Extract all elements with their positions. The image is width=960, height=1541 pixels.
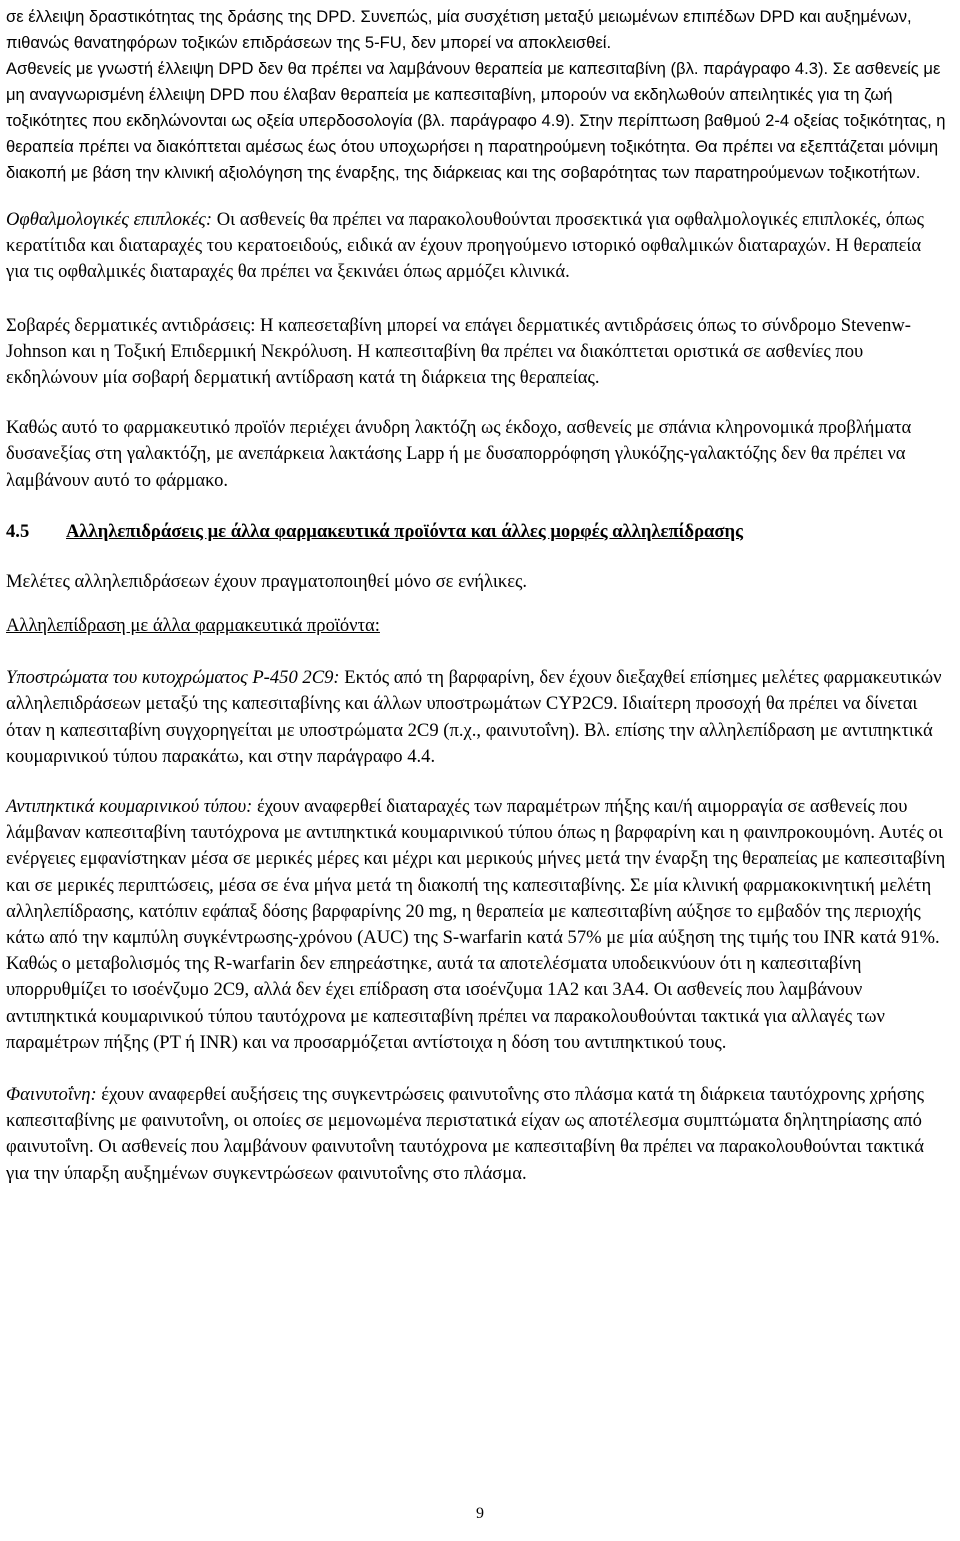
section-title: Αλληλεπιδράσεις με άλλα φαρμακευτικά προϊόντα και άλλες μορφές αλληλεπίδρασης — [66, 520, 743, 542]
section-number: 4.5 — [6, 520, 30, 542]
page-number: 9 — [476, 1505, 484, 1522]
lactose-paragraph: Καθώς αυτό το φαρμακευτικό προϊόν περιέχει άνυδρη λακτόζη ως έκδοχο, ασθενείς με σπάνια κληρονομικά προβλήματα δυσανεξίας στη γαλακτόζη, με ανεπάρκεια λακτάσης Lapp ή με δυσαπορρόφηση γλυκόζης-γαλακτόζης δεν θα πρέπει να λαμβάνουν αυτό το φάρμακο. — [6, 417, 912, 491]
phenytoin-text: έχουν αναφερθεί αυξήσεις της συγκεντρώσεις φαινυτοΐνης στο πλάσμα κατά τη διάρκεια ταυτόχρονης χρήσης καπεσιταβίνης με φαινυτοΐνη, οι οποίες σε μεμονωμένα περιστατικά είχαν ως αποτέλεσμα συμπτώματα δηλητηρίασης από φαινυτοΐνη. Οι ασθενείς που λαμβάνουν φαινυτοΐνη ταυτόχρονα με καπεσιταβίνη θα πρέπει να παρακολουθούνται τακτικά για την ύπαρξη αυξημένων συγκεντρώσεων φαινυτοΐνης στο πλάσμα. — [6, 1084, 925, 1184]
document-page — [6, 4, 946, 1187]
ophthalmic-complications-paragraph — [6, 207, 946, 286]
cyp2c9-paragraph — [6, 665, 946, 770]
coumarin-paragraph — [6, 794, 946, 1056]
section-heading — [6, 519, 946, 545]
cyp2c9-text: Εκτός από τη βαρφαρίνη, δεν έχουν διεξαχθεί επίσημες μελέτες φαρμακευτικών αλληλεπιδράσεων μεταξύ της καπεσιταβίνης και άλλων υποστρωμάτων CYP2C9. Ιδιαίτερη προσοχή θα πρέπει να δίνεται όταν η καπεσιταβίνη συγχορηγείται με υποστρώματα 2C9 (π.χ., φαινυτοΐνη). Βλ. επίσης την αλληλεπίδραση με αντιπηκτικά κουμαρινικού τύπου παρακάτω, και στην παράγραφο 4.4. — [6, 667, 942, 767]
skin-reactions-paragraph: Σοβαρές δερματικές αντιδράσεις: Η καπεσεταβίνη μπορεί να επάγει δερματικές αντιδράσεις όπως το σύνδρομο Stevenw-Johnson και η Τοξική Επιδερμική Νεκρόλυση. Η καπεσιταβίνη θα πρέπει να διακόπτεται οριστικά σε ασθενίες που εκδηλώνουν μία σοβαρή δερματική αντίδραση κατά τη διάρκεια της θεραπείας. — [6, 314, 911, 389]
continued-paragraph: σε έλλειψη δραστικότητας της δράσης της DPD. Συνεπώς, μία συσχέτιση μεταξύ μειωμένων επιπέδων DPD και αυξημένων, πιθανώς θανατηφόρων τοξικών επιδράσεων της 5-FU, δεν μπορεί να αποκλεισθεί. — [6, 7, 912, 52]
ophthalmic-text: Οι ασθενείς θα πρέπει να παρακολουθούνται προσεκτικά για οφθαλμολογικές επιπλοκές, όπως κερατίτιδα και διαταραχές του κερατοειδούς, ειδικά αν έχουν προηγούμενο ιστορικό οφθαλμικών διαταραχών. Η θεραπεία για τις οφθαλμικές διαταραχές θα πρέπει να ξεκινάει όπως αρμόζει κλινικά. — [6, 209, 925, 283]
interactions-subheading-text: Αλληλεπίδραση με άλλα φαρμακευτικά προϊόντα: — [6, 615, 380, 637]
dpd-deficiency-paragraph: Ασθενείς με γνωστή έλλειψη DPD δεν θα πρέπει να λαμβάνουν θεραπεία με καπεσιταβίνη (βλ. παράγραφο 4.3). Σε ασθενείς με μη αναγνωρισμένη έλλειψη DPD που έλαβαν θεραπεία με καπεσιταβίνη, μπορούν να εκδηλωθούν απειλητικές για τη ζωή τοξικότητες που εκδηλώνονται ως οξεία υπερδοσολογία (βλ. παράγραφο 4.9). Στην περίπτωση βαθμού 2-4 οξείας τοξικότητας, η θεραπεία πρέπει να διακόπτεται αμέσως έως ότου υποχωρήσει η παρατηρούμενη τοξικότητα. Θα πρέπει να εξεπτάζεται μόνιμη διακοπή με βάση την κλινική αξιολόγηση της έναρξης, της διάρκειας και της σοβαρότητας των παρατηρούμενων τοξικοτήτων. — [6, 59, 946, 182]
coumarin-lead: Αντιπηκτικά κουμαρινικού τύπου: — [6, 796, 253, 818]
interactions-subheading — [6, 613, 946, 639]
phenytoin-paragraph — [6, 1082, 946, 1187]
coumarin-text: έχουν αναφερθεί διαταραχές των παραμέτρων πήξης και/ή αιμορραγία σε ασθενείς που λάμβαναν καπεσιταβίνη ταυτόχρονα με αντιπηκτικά κουμαρινικού τύπου όπως η βαρφαρίνη και η φαινπροκουμόνη. Αυτές οι ενέργειες εμφανίστηκαν μέσα σε μερικές μέρες και μέχρι και μερικούς μήνες μετά την έναρξη της θεραπείας με καπεσιταβίνη και σε μερικές περιπτώσεις, μέσα σε ένα μήνα μετά τη διακοπή της καπεσιταβίνης. Σε μία κλινική φαρμακοκινητική μελέτη αλληλεπίδρασης, κατόπιν εφάπαξ δόσης βαρφαρίνης 20 mg, η θεραπεία με καπεσιταβίνη αύξησε το εμβαδόν της περιοχής κάτω από την καμπύλη συγκέντρωσης-χρόνου (AUC) της S-warfarin κατά 57% με μία αύξηση της τιμής του INR κατά 91%. Καθώς ο μεταβολισμός της R-warfarin δεν επηρεάστηκε, αυτά τα αποτελέσματα υποδεικνύουν ότι η καπεσιταβίνη υπορρυθμίζει το ισοένζυμο 2C9, αλλά δεν έχει επίδραση στα ισοένζυμα 1A2 και 3A4. Οι ασθενείς που λαμβάνουν αντιπηκτικά κουμαρινικού τύπου ταυτόχρονα με καπεσιταβίνη πρέπει να παρακολουθούνται τακτικά για αλλαγές των παραμέτρων πήξης (PT ή INR) και να προσαρμόζεται αντίστοιχα η δόση του αντιπηκτικού τους. — [6, 796, 946, 1053]
phenytoin-lead: Φαινυτοΐνη: — [6, 1084, 97, 1106]
ophthalmic-lead: Οφθαλμολογικές επιπλοκές: — [6, 209, 213, 230]
studies-paragraph: Μελέτες αλληλεπιδράσεων έχουν πραγματοποιηθεί μόνο σε ενήλικες. — [6, 570, 528, 592]
cyp2c9-lead: Υποστρώματα του κυτοχρώματος P-450 2C9: — [6, 667, 340, 689]
